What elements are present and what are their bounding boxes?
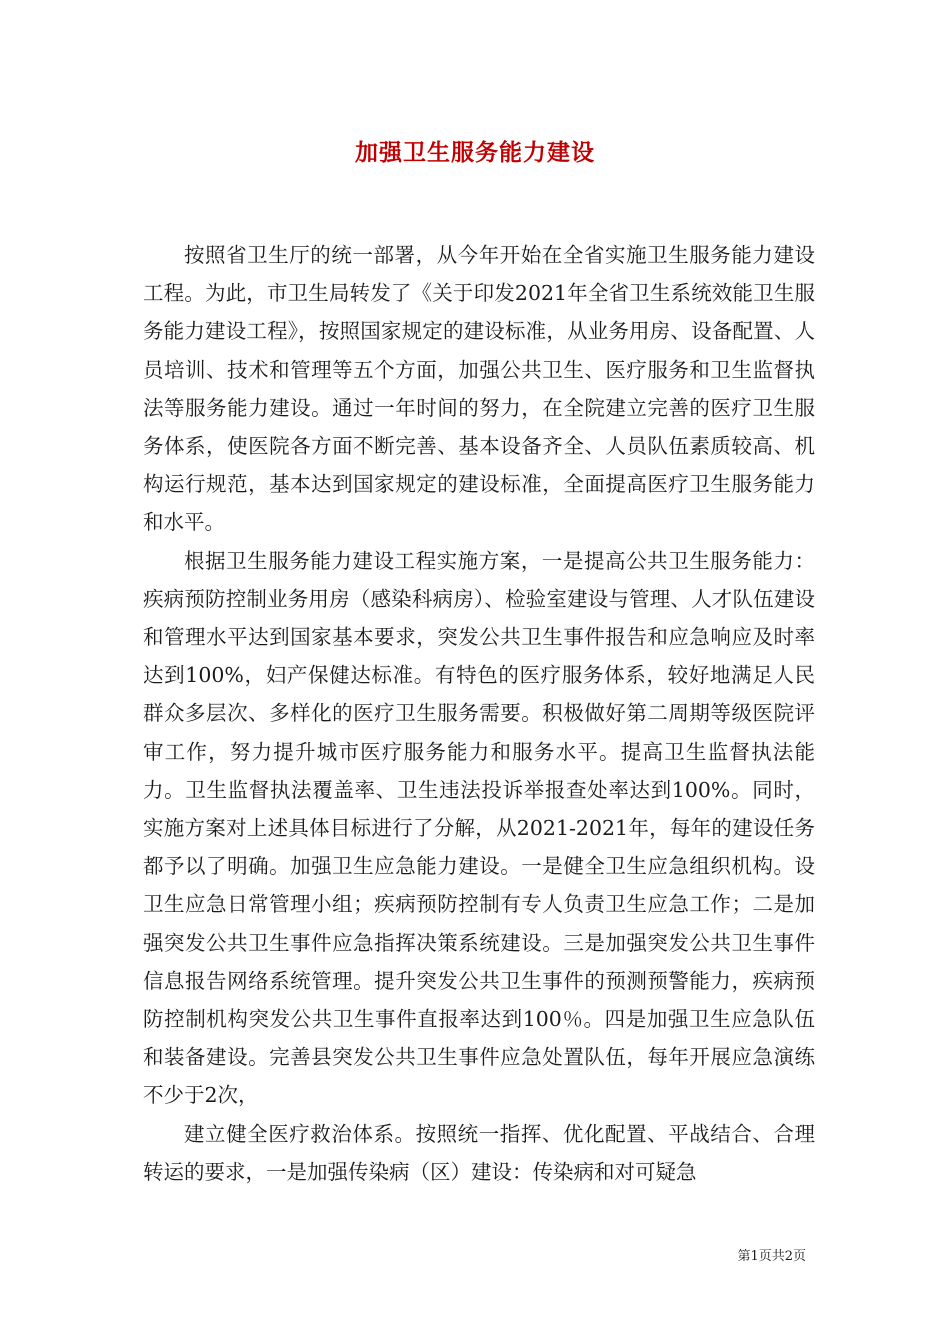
paragraph-1: 按照省卫生厅的统一部署，从今年开始在全省实施卫生服务能力建设工程。为此，市卫生局转发了《关于印发2021年全省卫生系统效能卫生服务能力建设工程》，按照国家规定的建设标准，从业务用房、设备配置、人员培训、技术和管理等五个方面，加强公共卫生、医疗服务和卫生监督执法等服务能力建设。通过一年时间的努力，在全院建立完善的医疗卫生服务体系，使医院各方面不断完善、基本设备齐全、人员队伍素质较高、机构运行规范，基本达到国家规定的建设标准，全面提高医疗卫生服务能力和水平。 — [143, 243, 815, 535]
document-body — [143, 236, 815, 1191]
paragraph-3: 建立健全医疗救治体系。按照统一指挥、优化配置、平战结合、合理转运的要求，一是加强传染病（区）建设：传染病和对可疑急 — [143, 1121, 815, 1184]
paragraph-2: 根据卫生服务能力建设工程实施方案，一是提高公共卫生服务能力：疾病预防控制业务用房（感染科病房）、检验室建设与管理、人才队伍建设和管理水平达到国家基本要求，突发公共卫生事件报告和应急响应及时率达到100%，妇产保健达标准。有特色的医疗服务体系，较好地满足人民群众多层次、多样化的医疗卫生服务需要。积极做好第二周期等级医院评审工作，努力提升城市医疗服务能力和服务水平。提高卫生监督执法能力。卫生监督执法覆盖率、卫生违法投诉举报查处率达到100%。同时，实施方案对上述具体目标进行了分解，从2021-2021年，每年的建设任务都予以了明确。加强卫生应急能力建设。一是健全卫生应急组织机构。设卫生应急日常管理小组；疾病预防控制有专人负责卫生应急工作；二是加强突发公共卫生事件应急指挥决策系统建设。三是加强突发公共卫生事件信息报告网络系统管理。提升突发公共卫生事件的预测预警能力，疾病预防控制机构突发公共卫生事件直报率达到100％。四是加强卫生应急队伍和装备建设。完善县突发公共卫生事件应急处置队伍，每年开展应急演练不少于2次， — [143, 548, 815, 1108]
page-number: 第1页共2页 — [737, 1249, 806, 1264]
document-title: 加强卫生服务能力建设 — [355, 139, 595, 166]
